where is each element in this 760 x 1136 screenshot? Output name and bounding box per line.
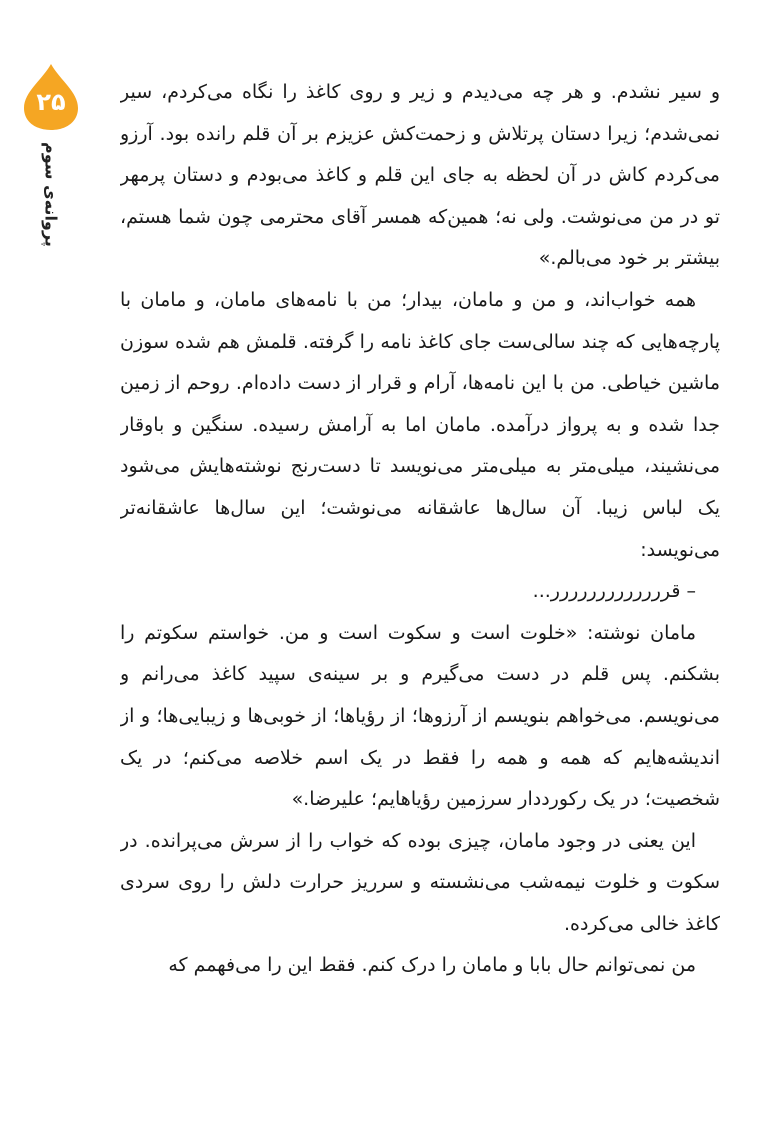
paragraph: و سیر نشدم. و هر چه می‌دیدم و زیر و روی کاغذ را نگاه می‌کردم، سیر نمی‌شدم؛ زیرا دستان پرتلاش و زحمت‌کش عزیزم بر آن قلم رانده بود. آرزو می‌کردم کاش در آن لحظه به جای این قلم و کاغذ می‌بودم و دستان پرمهر تو در من می‌نوشت. ولی نه؛ همین‌که همسر آقای محترمی چون شما هستم، بیشتر بر خود می‌بالم.» [120, 81, 720, 270]
chapter-title: پروانه‌ی سوم [41, 142, 61, 247]
paragraph: این یعنی در وجود مامان، چیزی بوده که خواب را از سرش می‌پرانده. در سکوت و خلوت نیمه‌شب می‌نشسته و سرریز حرارت دلش را روی سردی کاغذ خالی می‌کرده. [120, 829, 720, 935]
body-text [120, 72, 720, 1112]
paragraph: – قررررررررررررر... [532, 580, 696, 603]
page-sidebar [16, 62, 86, 247]
paragraph: مامان نوشته: «خلوت است و سکوت است و من. خواستم سکوتم را بشکنم. پس قلم در دست می‌گیرم و بر سینه‌ی سپید کاغذ می‌رانم و می‌نویسم. می‌خواهم بنویسم از آرزوها؛ از رؤیاها؛ از خوبی‌ها و زیبایی‌ها؛ و از اندیشه‌هایم که همه و همه را فقط در یک اسم خلاصه می‌کنم؛ در یک شخصیت؛ در یک رکورددار سرزمین رؤیاهایم؛ علیرضا.» [120, 621, 720, 811]
page-number-badge [20, 62, 82, 132]
page-number: ۲۵ [36, 88, 66, 116]
paragraph: من نمی‌توانم حال بابا و مامان را درک کنم. فقط این را می‌فهمم که [168, 954, 696, 977]
paragraph: همه خواب‌اند، و من و مامان، بیدار؛ من با نامه‌های مامان، و مامان با پارچه‌هایی که چند سالی‌ست جای کاغذ نامه را گرفته. قلمش هم شده سوزن ماشین خیاطی. من با این نامه‌ها، آرام و قرار از دست داده‌ام. روحم از زمین جدا شده و به پرواز درآمده. مامان اما به آرامش رسیده. سنگین و باوقار می‌نشیند، میلی‌متر به میلی‌متر می‌نویسد تا دست‌رنج نوشته‌هایش می‌شود یک لباس زیبا. آن سال‌ها عاشقانه می‌نوشت؛ این سال‌ها عاشقانه‌تر می‌نویسد: [120, 288, 720, 561]
